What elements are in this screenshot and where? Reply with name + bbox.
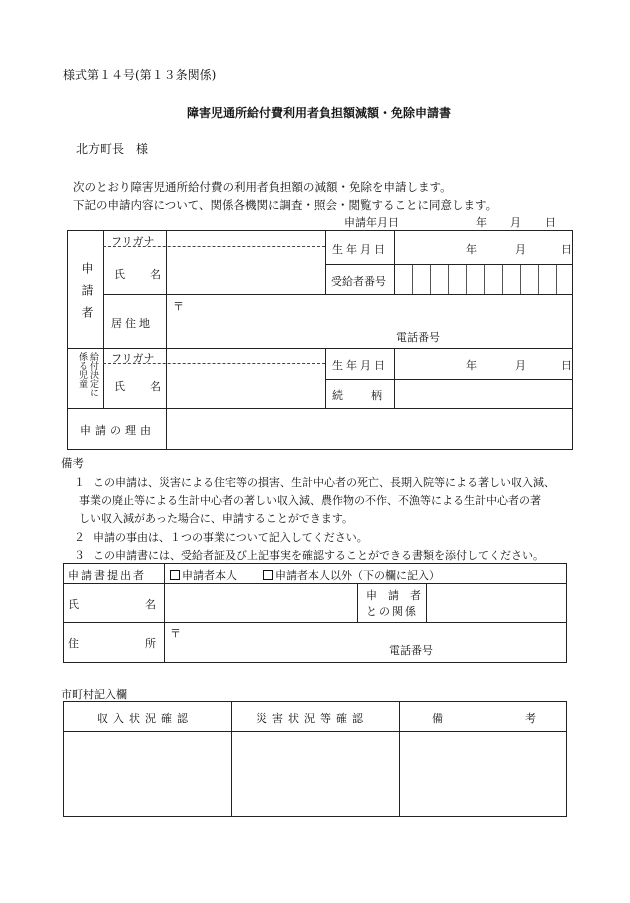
submitter-postal-mark: 〒 <box>170 627 181 640</box>
recipient-number-label: 受給者番号 <box>331 275 386 288</box>
applicant-label: 申請者 <box>80 262 94 328</box>
residence-postal-mark: 〒 <box>173 300 184 313</box>
remarks-label-1: 備 <box>432 712 443 725</box>
note-3-text: この申請書には、受給者証及び上記事実を確認することができる書類を添付してください。 <box>93 549 544 562</box>
submitter-option-other[interactable] <box>263 567 440 583</box>
child-label-line-2: 係る児童 <box>77 352 87 388</box>
municipal-heading: 市町村記入欄 <box>61 688 127 701</box>
note-2-text: 申請の事由は、１つの事業について記入してください。 <box>93 531 368 544</box>
child-birth-month: 月 <box>515 359 526 372</box>
note-1-line-2: 事業の廃止等による生計中心者の著しい収入減、農作物の不作、不漁等による生計中心者の著 <box>79 494 541 507</box>
intro-line-1: 次のとおり障害児通所給付費の利用者負担額の減額・免除を申請します。 <box>73 180 452 194</box>
submitter-label: 申請書提出者 <box>68 569 146 582</box>
application-date-day: 日 <box>545 216 556 229</box>
applicant-birth-label: 生年月日 <box>332 243 388 256</box>
submitter-name-label-1: 氏 <box>68 598 79 611</box>
applicant-name-label: 氏 名 <box>114 268 162 281</box>
remarks-label-2: 考 <box>525 712 536 725</box>
child-furigana-label: フリガナ <box>111 352 155 365</box>
submitter-option-other-label: 申請者本人以外（下の欄に記入） <box>275 569 440 582</box>
reason-label: 申請の理由 <box>80 424 155 437</box>
intro-line-2: 下記の申請内容について、関係各機関に調査・照会・閲覧することに同意します。 <box>73 198 498 212</box>
relation-label-line-1: 申 請 者 <box>366 589 421 602</box>
note-1-number: １ <box>74 476 85 489</box>
note-3-number: ３ <box>74 549 85 562</box>
notes-heading: 備考 <box>61 456 84 470</box>
application-date-year: 年 <box>476 216 487 229</box>
residence-phone-label: 電話番号 <box>396 331 440 344</box>
application-date-month: 月 <box>510 216 521 229</box>
note-1-line-3: しい収入減があった場合に、申請することができます。 <box>79 512 354 525</box>
submitter-phone-label: 電話番号 <box>389 644 433 657</box>
submitter-address-label-2: 所 <box>145 637 156 650</box>
application-date-label: 申請年月日 <box>344 216 399 229</box>
applicant-birth-month: 月 <box>515 243 526 256</box>
applicant-furigana-label: フリガナ <box>111 235 155 248</box>
form-number: 様式第１４号(第１３条関係) <box>63 68 217 82</box>
submitter-option-self-label: 申請者本人 <box>182 569 237 582</box>
note-1-line-1: この申請は、災害による住宅等の損害、生計中心者の死亡、長期入院等による著しい収入減、 <box>93 476 555 489</box>
applicant-birth-day: 日 <box>561 243 572 256</box>
applicant-birth-year: 年 <box>466 243 477 256</box>
residence-label: 居住地 <box>111 317 153 330</box>
note-2-number: ２ <box>74 531 85 544</box>
child-label-line-1: 給付決定に <box>88 352 98 397</box>
submitter-name-label-2: 名 <box>145 598 156 611</box>
checkbox-other[interactable] <box>263 570 273 580</box>
child-name-label: 氏 名 <box>114 380 162 393</box>
checkbox-self[interactable] <box>170 570 180 580</box>
child-birth-day: 日 <box>561 359 572 372</box>
disaster-check-label: 災害状況等確認 <box>256 712 368 725</box>
relationship-label: 続 柄 <box>332 389 384 402</box>
income-check-label: 収入状況確認 <box>97 712 193 725</box>
submitter-option-self[interactable] <box>170 567 237 583</box>
addressee: 北方町長 様 <box>76 142 149 156</box>
form-title: 障害児通所給付費利用者負担額減額・免除申請書 <box>187 106 452 120</box>
submitter-address-label-1: 住 <box>68 637 79 650</box>
relation-label-line-2: との関係 <box>366 605 418 618</box>
child-birth-year: 年 <box>466 359 477 372</box>
child-birth-label: 生年月日 <box>332 359 388 372</box>
